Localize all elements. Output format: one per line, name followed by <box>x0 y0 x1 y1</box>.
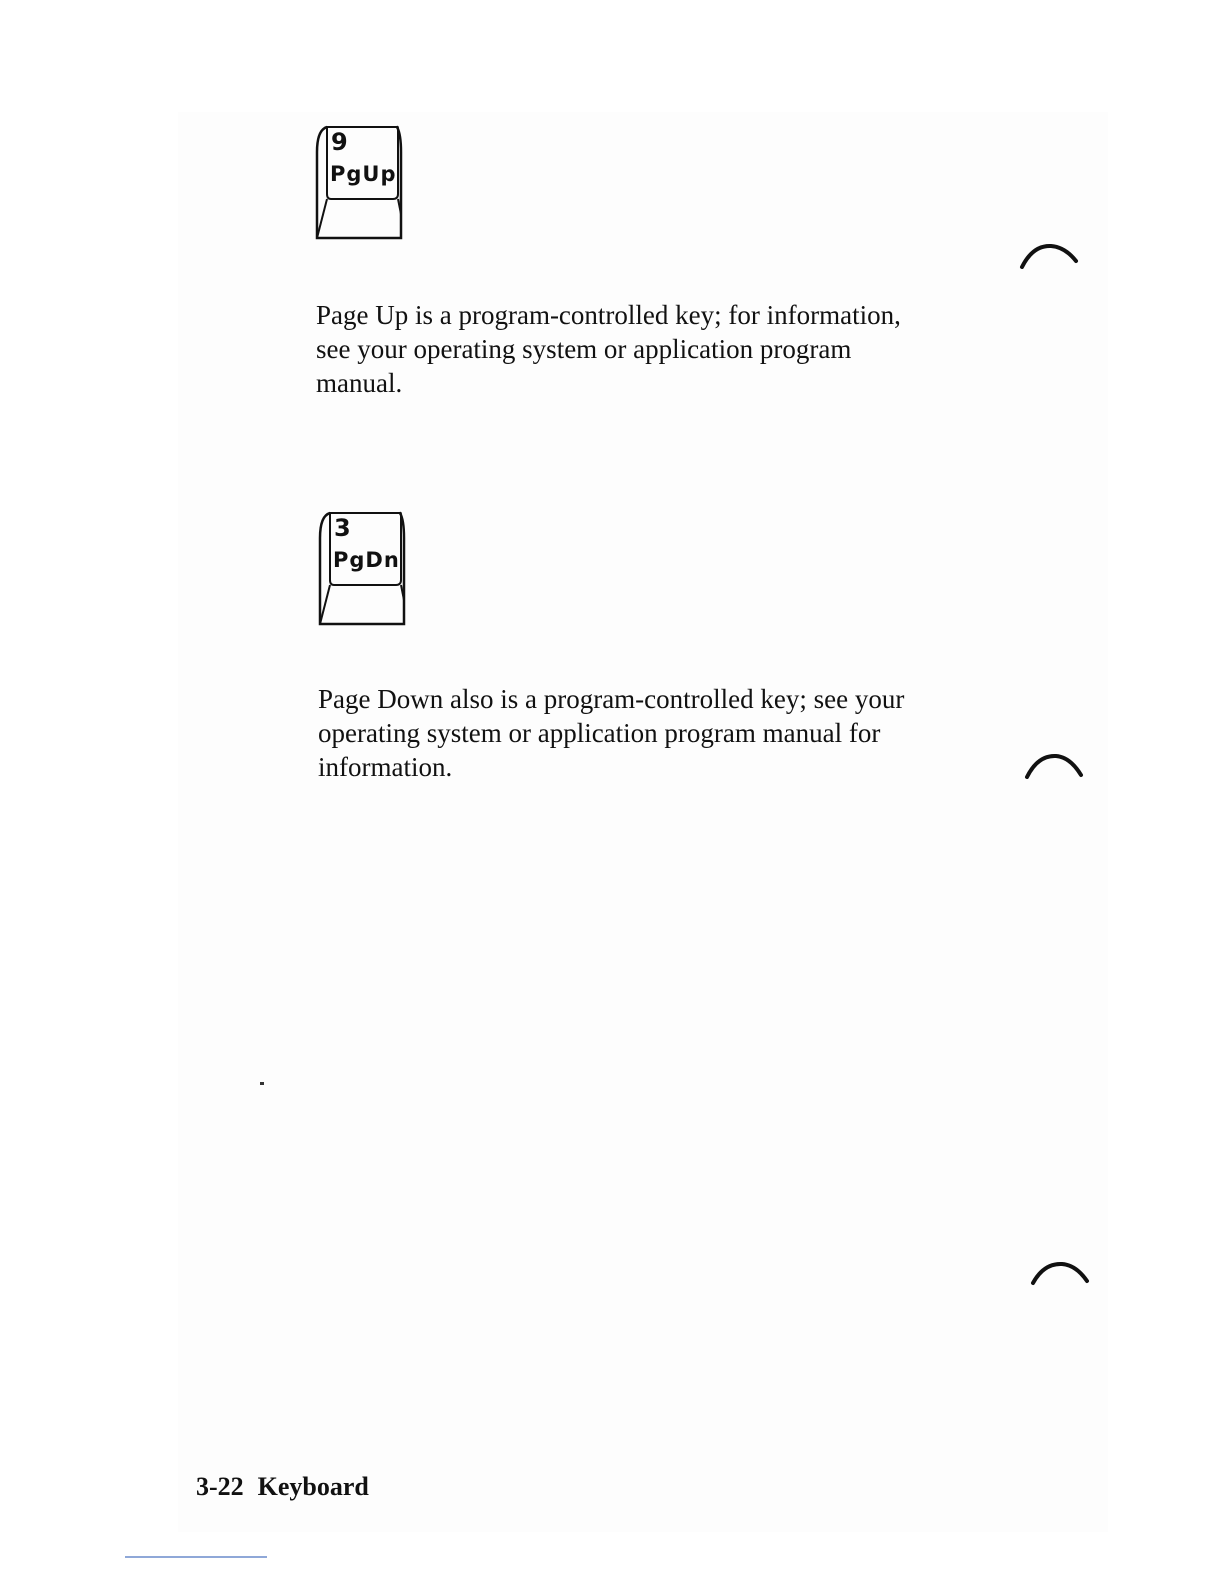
pgup-description-line: see your operating system or application program <box>316 334 852 364</box>
page-footer <box>196 1472 369 1502</box>
pgup-key-number: 9 <box>331 128 348 156</box>
pgup-description <box>316 298 996 400</box>
page-number: 3-22 <box>196 1472 244 1501</box>
pgdn-description-line: Page Down also is a program-controlled key; see your <box>318 684 905 714</box>
pgdn-description <box>318 682 998 784</box>
pgup-key-label: PgUp <box>330 162 397 186</box>
pgdn-description-line: information. <box>318 752 453 782</box>
pgup-description-line: Page Up is a program-controlled key; for information, <box>316 300 901 330</box>
pgdn-description-line: operating system or application program manual for <box>318 718 881 748</box>
binder-tab-mark-icon <box>1019 243 1079 269</box>
pgdn-key-label: PgDn <box>333 548 400 572</box>
pgup-keycap <box>313 124 405 242</box>
binder-tab-mark-icon <box>1024 753 1084 779</box>
pgdn-keycap <box>316 510 408 628</box>
pgup-description-line: manual. <box>316 368 403 398</box>
binder-tab-mark-icon <box>1030 1261 1090 1287</box>
scan-speck <box>260 1082 264 1085</box>
section-title: Keyboard <box>257 1472 369 1501</box>
bottom-rule <box>125 1556 267 1558</box>
pgdn-key-number: 3 <box>334 514 351 542</box>
